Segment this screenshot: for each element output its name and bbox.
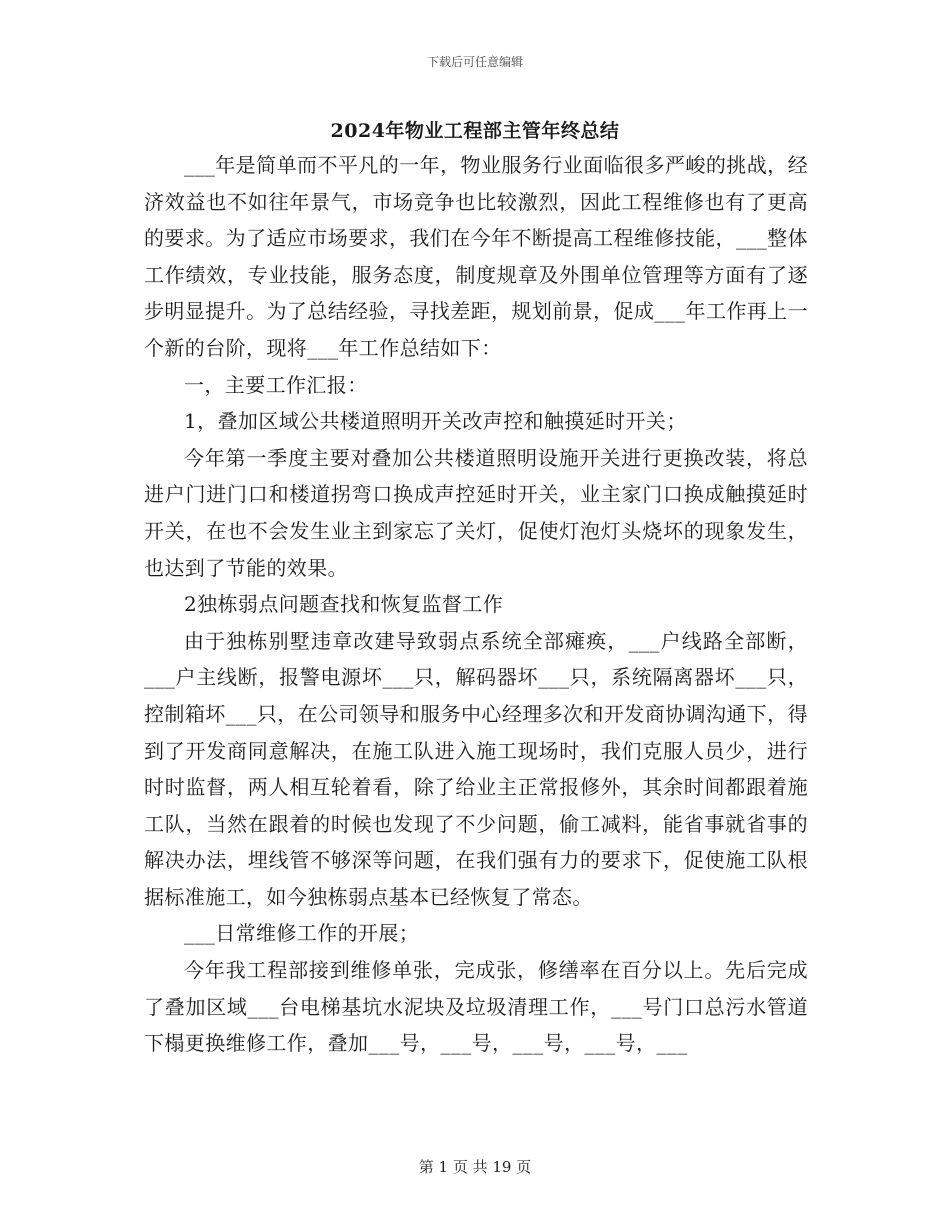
page-header-note: 下载后可任意编辑 xyxy=(426,55,523,69)
item-heading-3: ___日常维修工作的开展； xyxy=(184,921,420,946)
paragraph-item-3: 今年我工程部接到维修单张，完成张，修缮率在百分以上。先后完成了叠加区域___台电梯基坑水泥块及垃圾清理工作，___号门口总污水管道下榻更换维修工作，叠加___号，___号，___号，___号，___ xyxy=(144,958,808,1056)
document-title: 2024年物业工程部主管年终总结 xyxy=(330,120,620,142)
item-heading-1: 1，叠加区域公共楼道照明开关改声控和触摸延时开关； xyxy=(184,409,687,434)
section-heading-main-work: 一，主要工作汇报： xyxy=(184,372,368,397)
paragraph-item-1: 今年第一季度主要对叠加公共楼道照明设施开关进行更换改装，将总进户门进门口和楼道拐弯口换成声控延时开关，业主家门口换成触摸延时开关，在也不会发生业主到家忘了关灯，促使灯泡灯头烧坏的现象发生，也达到了节能的效果。 xyxy=(144,445,808,580)
document-body xyxy=(144,147,808,1062)
paragraph-item-2: 由于独栋别墅违章改建导致弱点系统全部瘫痪，___户线路全部断，___户主线断，报警电源坏___只，解码器坏___只，系统隔离器坏___只，控制箱坏___只，在公司领导和服务中心经理多次和开发商协调沟通下，得到了开发商同意解决，在施工队进入施工现场时，我们克服人员少，进行时时监督，两人相互轮着看，除了给业主正常报修外，其余时间都跟着施工队，当然在跟着的时候也发现了不少问题，偷工减料，能省事就省事的解决办法，埋线管不够深等问题，在我们强有力的要求下，促使施工队根据标准施工，如今独栋弱点基本已经恢复了常态。 xyxy=(144,628,808,909)
page-number: 第 1 页 共 19 页 xyxy=(418,1158,532,1176)
item-heading-2: 2独栋弱点问题查找和恢复监督工作 xyxy=(184,592,504,617)
paragraph-intro: ___年是简单而不平凡的一年，物业服务行业面临很多严峻的挑战，经济效益也不如往年景气，市场竞争也比较激烈，因此工程维修也有了更高的要求。为了适应市场要求，我们在今年不断提高工程维修技能，___整体工作绩效，专业技能，服务态度，制度规章及外围单位管理等方面有了逐步明显提升。为了总结经验，寻找差距，规划前景，促成___年工作再上一个新的台阶，现将___年工作总结如下： xyxy=(144,153,808,360)
